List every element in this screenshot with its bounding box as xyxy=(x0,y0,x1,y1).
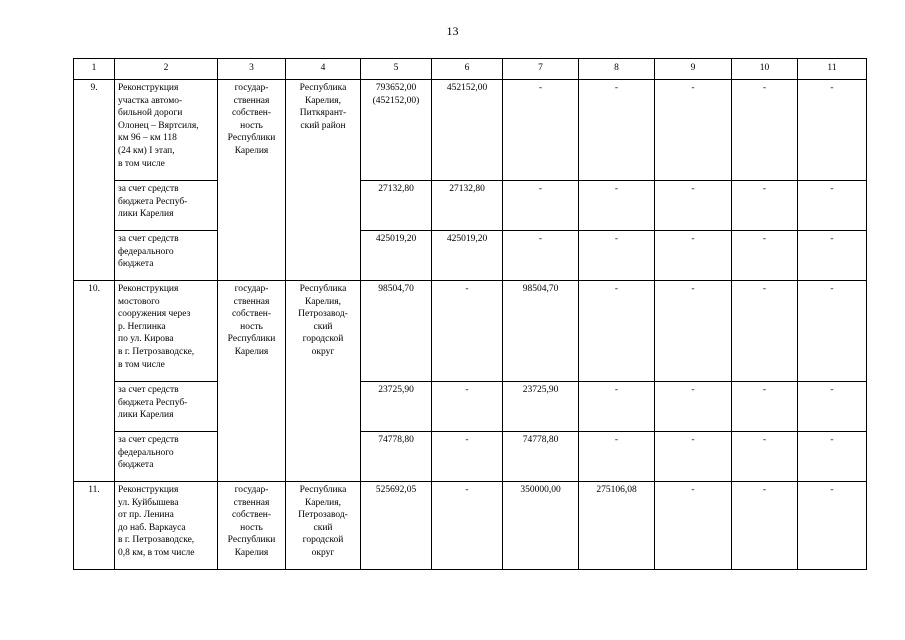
value-cell: 74778,80 xyxy=(361,432,432,482)
value-cell: - xyxy=(655,432,732,482)
project-description: за счет средств федерального бюджета xyxy=(115,432,218,482)
column-header: 8 xyxy=(579,59,655,80)
value-cell: 98504,70 xyxy=(361,281,432,382)
page-number: 13 xyxy=(446,24,459,38)
value-cell: - xyxy=(798,231,867,281)
value-cell: - xyxy=(432,432,503,482)
value-cell: - xyxy=(432,281,503,382)
value-cell: - xyxy=(798,432,867,482)
column-header: 1 xyxy=(74,59,115,80)
value-cell: - xyxy=(798,382,867,432)
project-description: Реконструкция мостового сооружения через р. Неглинка по ул. Кирова в г. Петрозаводске, в том числе xyxy=(115,281,218,382)
row-number: 9. xyxy=(74,80,115,281)
value-cell: 275106,08 xyxy=(579,482,655,570)
value-cell: - xyxy=(579,382,655,432)
value-cell: - xyxy=(655,482,732,570)
value-cell: - xyxy=(503,80,579,181)
column-header: 6 xyxy=(432,59,503,80)
budget-table xyxy=(73,58,867,570)
value-cell: - xyxy=(732,231,798,281)
value-cell: - xyxy=(579,231,655,281)
project-description: за счет средств бюджета Респуб- лики Карелия xyxy=(115,382,218,432)
funding-source-row xyxy=(74,382,867,432)
value-cell: - xyxy=(798,281,867,382)
value-cell: - xyxy=(579,432,655,482)
value-cell: - xyxy=(655,181,732,231)
column-header: 2 xyxy=(115,59,218,80)
value-cell: - xyxy=(732,482,798,570)
value-cell: 793652,00 (452152,00) xyxy=(361,80,432,181)
column-header: 5 xyxy=(361,59,432,80)
funding-source-row xyxy=(74,432,867,482)
value-cell: - xyxy=(732,382,798,432)
value-cell: 27132,80 xyxy=(361,181,432,231)
value-cell: - xyxy=(432,382,503,432)
project-description: Реконструкция ул. Куйбышева от пр. Ленина до наб. Варкауса в г. Петрозаводске, 0,8 км, в том числе xyxy=(115,482,218,570)
value-cell: - xyxy=(798,80,867,181)
project-row xyxy=(74,281,867,382)
value-cell: 350000,00 xyxy=(503,482,579,570)
value-cell: - xyxy=(732,181,798,231)
ownership-cell: государ- ственная собствен- ность Республики Карелия xyxy=(218,281,286,482)
value-cell: 74778,80 xyxy=(503,432,579,482)
column-header: 4 xyxy=(286,59,361,80)
value-cell: - xyxy=(432,482,503,570)
value-cell: - xyxy=(732,281,798,382)
value-cell: 98504,70 xyxy=(503,281,579,382)
project-row xyxy=(74,482,867,570)
value-cell: 27132,80 xyxy=(432,181,503,231)
column-header: 10 xyxy=(732,59,798,80)
value-cell: - xyxy=(798,482,867,570)
value-cell: - xyxy=(732,432,798,482)
value-cell: 425019,20 xyxy=(361,231,432,281)
column-header: 11 xyxy=(798,59,867,80)
value-cell: 23725,90 xyxy=(503,382,579,432)
value-cell: - xyxy=(503,231,579,281)
value-cell: 425019,20 xyxy=(432,231,503,281)
ownership-cell: государ- ственная собствен- ность Республики Карелия xyxy=(218,80,286,281)
value-cell: - xyxy=(655,80,732,181)
row-number: 10. xyxy=(74,281,115,482)
project-description: за счет средств бюджета Респуб- лики Карелия xyxy=(115,181,218,231)
value-cell: - xyxy=(579,80,655,181)
project-description: за счет средств федерального бюджета xyxy=(115,231,218,281)
value-cell: - xyxy=(579,281,655,382)
value-cell: - xyxy=(655,382,732,432)
project-description: Реконструкция участка автомо- бильной дороги Олонец – Вяртсиля, км 96 – км 118 (24 км) I этап, в том числе xyxy=(115,80,218,181)
row-number: 11. xyxy=(74,482,115,570)
column-header: 7 xyxy=(503,59,579,80)
region-cell: Республика Карелия, Петрозавод- ский городской округ xyxy=(286,482,361,570)
value-cell: - xyxy=(655,281,732,382)
value-cell: - xyxy=(732,80,798,181)
value-cell: 452152,00 xyxy=(432,80,503,181)
value-cell: - xyxy=(655,231,732,281)
region-cell: Республика Карелия, Питкярант- ский район xyxy=(286,80,361,281)
value-cell: 23725,90 xyxy=(361,382,432,432)
column-header: 3 xyxy=(218,59,286,80)
project-row xyxy=(74,80,867,181)
table-header-row xyxy=(74,59,867,80)
funding-source-row xyxy=(74,231,867,281)
funding-source-row xyxy=(74,181,867,231)
value-cell: - xyxy=(579,181,655,231)
value-cell: - xyxy=(503,181,579,231)
value-cell: - xyxy=(798,181,867,231)
value-cell: 525692,05 xyxy=(361,482,432,570)
column-header: 9 xyxy=(655,59,732,80)
region-cell: Республика Карелия, Петрозавод- ский городской округ xyxy=(286,281,361,482)
ownership-cell: государ- ственная собствен- ность Республики Карелия xyxy=(218,482,286,570)
